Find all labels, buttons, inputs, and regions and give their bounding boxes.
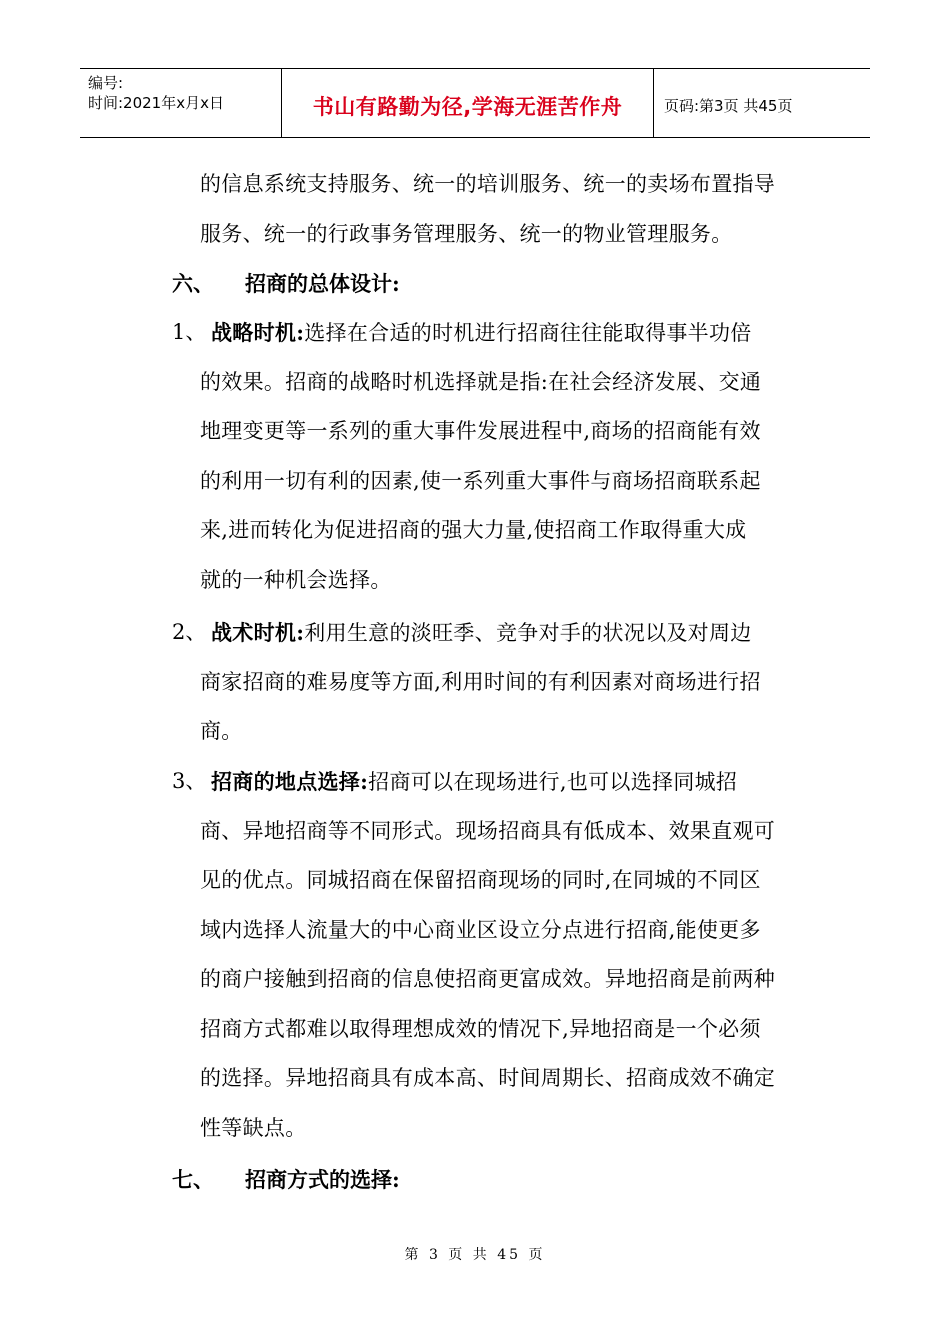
header-meta — [80, 69, 282, 137]
text-line: 的效果。招商的战略时机选择就是指:在社会经济发展、交通 — [200, 369, 762, 394]
section-number: 七、 — [172, 1167, 214, 1192]
item-title: 战术时机: — [211, 620, 305, 645]
text-line: 域内选择人流量大的中心商业区设立分点进行招商,能使更多 — [200, 917, 761, 942]
text-line: 地理变更等一系列的重大事件发展进程中,商场的招商能有效 — [200, 419, 761, 443]
text-line: 商。 — [200, 719, 243, 743]
item-3-first-line — [211, 757, 831, 807]
text-line: 来,进而转化为促进招商的强大力量,使招商工作取得重大成 — [200, 518, 747, 542]
item-number: 2、 — [172, 620, 207, 644]
item-1-paragraph — [200, 358, 820, 606]
text-line: 性等缺点。 — [200, 1115, 307, 1140]
item-number: 3、 — [172, 769, 207, 793]
item-text: 选择在合适的时机进行招商往往能取得事半功倍 — [304, 321, 752, 345]
section-title: 招商方式的选择: — [245, 1167, 400, 1192]
text-line: 商、异地招商等不同形式。现场招商具有低成本、效果直观可 — [200, 818, 776, 843]
item-text: 利用生意的淡旺季、竞争对手的状况以及对周边 — [304, 621, 752, 645]
section-number: 六、 — [172, 271, 214, 296]
serial-label: 编号: — [88, 74, 124, 92]
text-line: 的商户接触到招商的信息使招商更富成效。异地招商是前两种 — [200, 967, 776, 991]
text-line: 服务、统一的行政事务管理服务、统一的物业管理服务。 — [200, 221, 733, 246]
date-label: 时间:2021年x月x日 — [88, 94, 224, 112]
section-heading-7 — [172, 1155, 400, 1205]
item-2-paragraph — [200, 658, 820, 757]
item-title: 招商的地点选择: — [211, 769, 369, 794]
text-line: 的利用一切有利的因素,使一系列重大事件与商场招商联系起 — [200, 468, 761, 493]
text-line: 商家招商的难易度等方面,利用时间的有利因素对商场进行招 — [200, 669, 761, 694]
item-number: 1、 — [172, 320, 207, 344]
item-3-paragraph — [200, 807, 820, 1154]
item-text: 招商可以在现场进行,也可以选择同城招 — [368, 770, 738, 794]
page-header — [80, 68, 870, 138]
text-line: 就的一种机会选择。 — [200, 567, 392, 592]
section-heading-6 — [172, 259, 400, 309]
header-motto: 书山有路勤为径,学海无涯苦作舟 — [282, 69, 654, 137]
item-2-first-line — [211, 608, 831, 658]
text-line: 的选择。异地招商具有成本高、时间周期长、招商成效不确定 — [200, 1066, 776, 1090]
intro-paragraph — [200, 160, 820, 259]
text-line: 招商方式都难以取得理想成效的情况下,异地招商是一个必须 — [200, 1016, 761, 1041]
page-footer: 第 3 页 共 45 页 — [404, 1247, 546, 1263]
section-title: 招商的总体设计: — [245, 271, 400, 296]
item-title: 战略时机: — [211, 320, 305, 345]
text-line: 的信息系统支持服务、统一的培训服务、统一的卖场布置指导 — [200, 172, 776, 196]
header-page-info: 页码:第3页 共45页 — [664, 96, 793, 115]
text-line: 见的优点。同城招商在保留招商现场的同时,在同城的不同区 — [200, 868, 761, 892]
item-1-first-line — [211, 308, 831, 358]
